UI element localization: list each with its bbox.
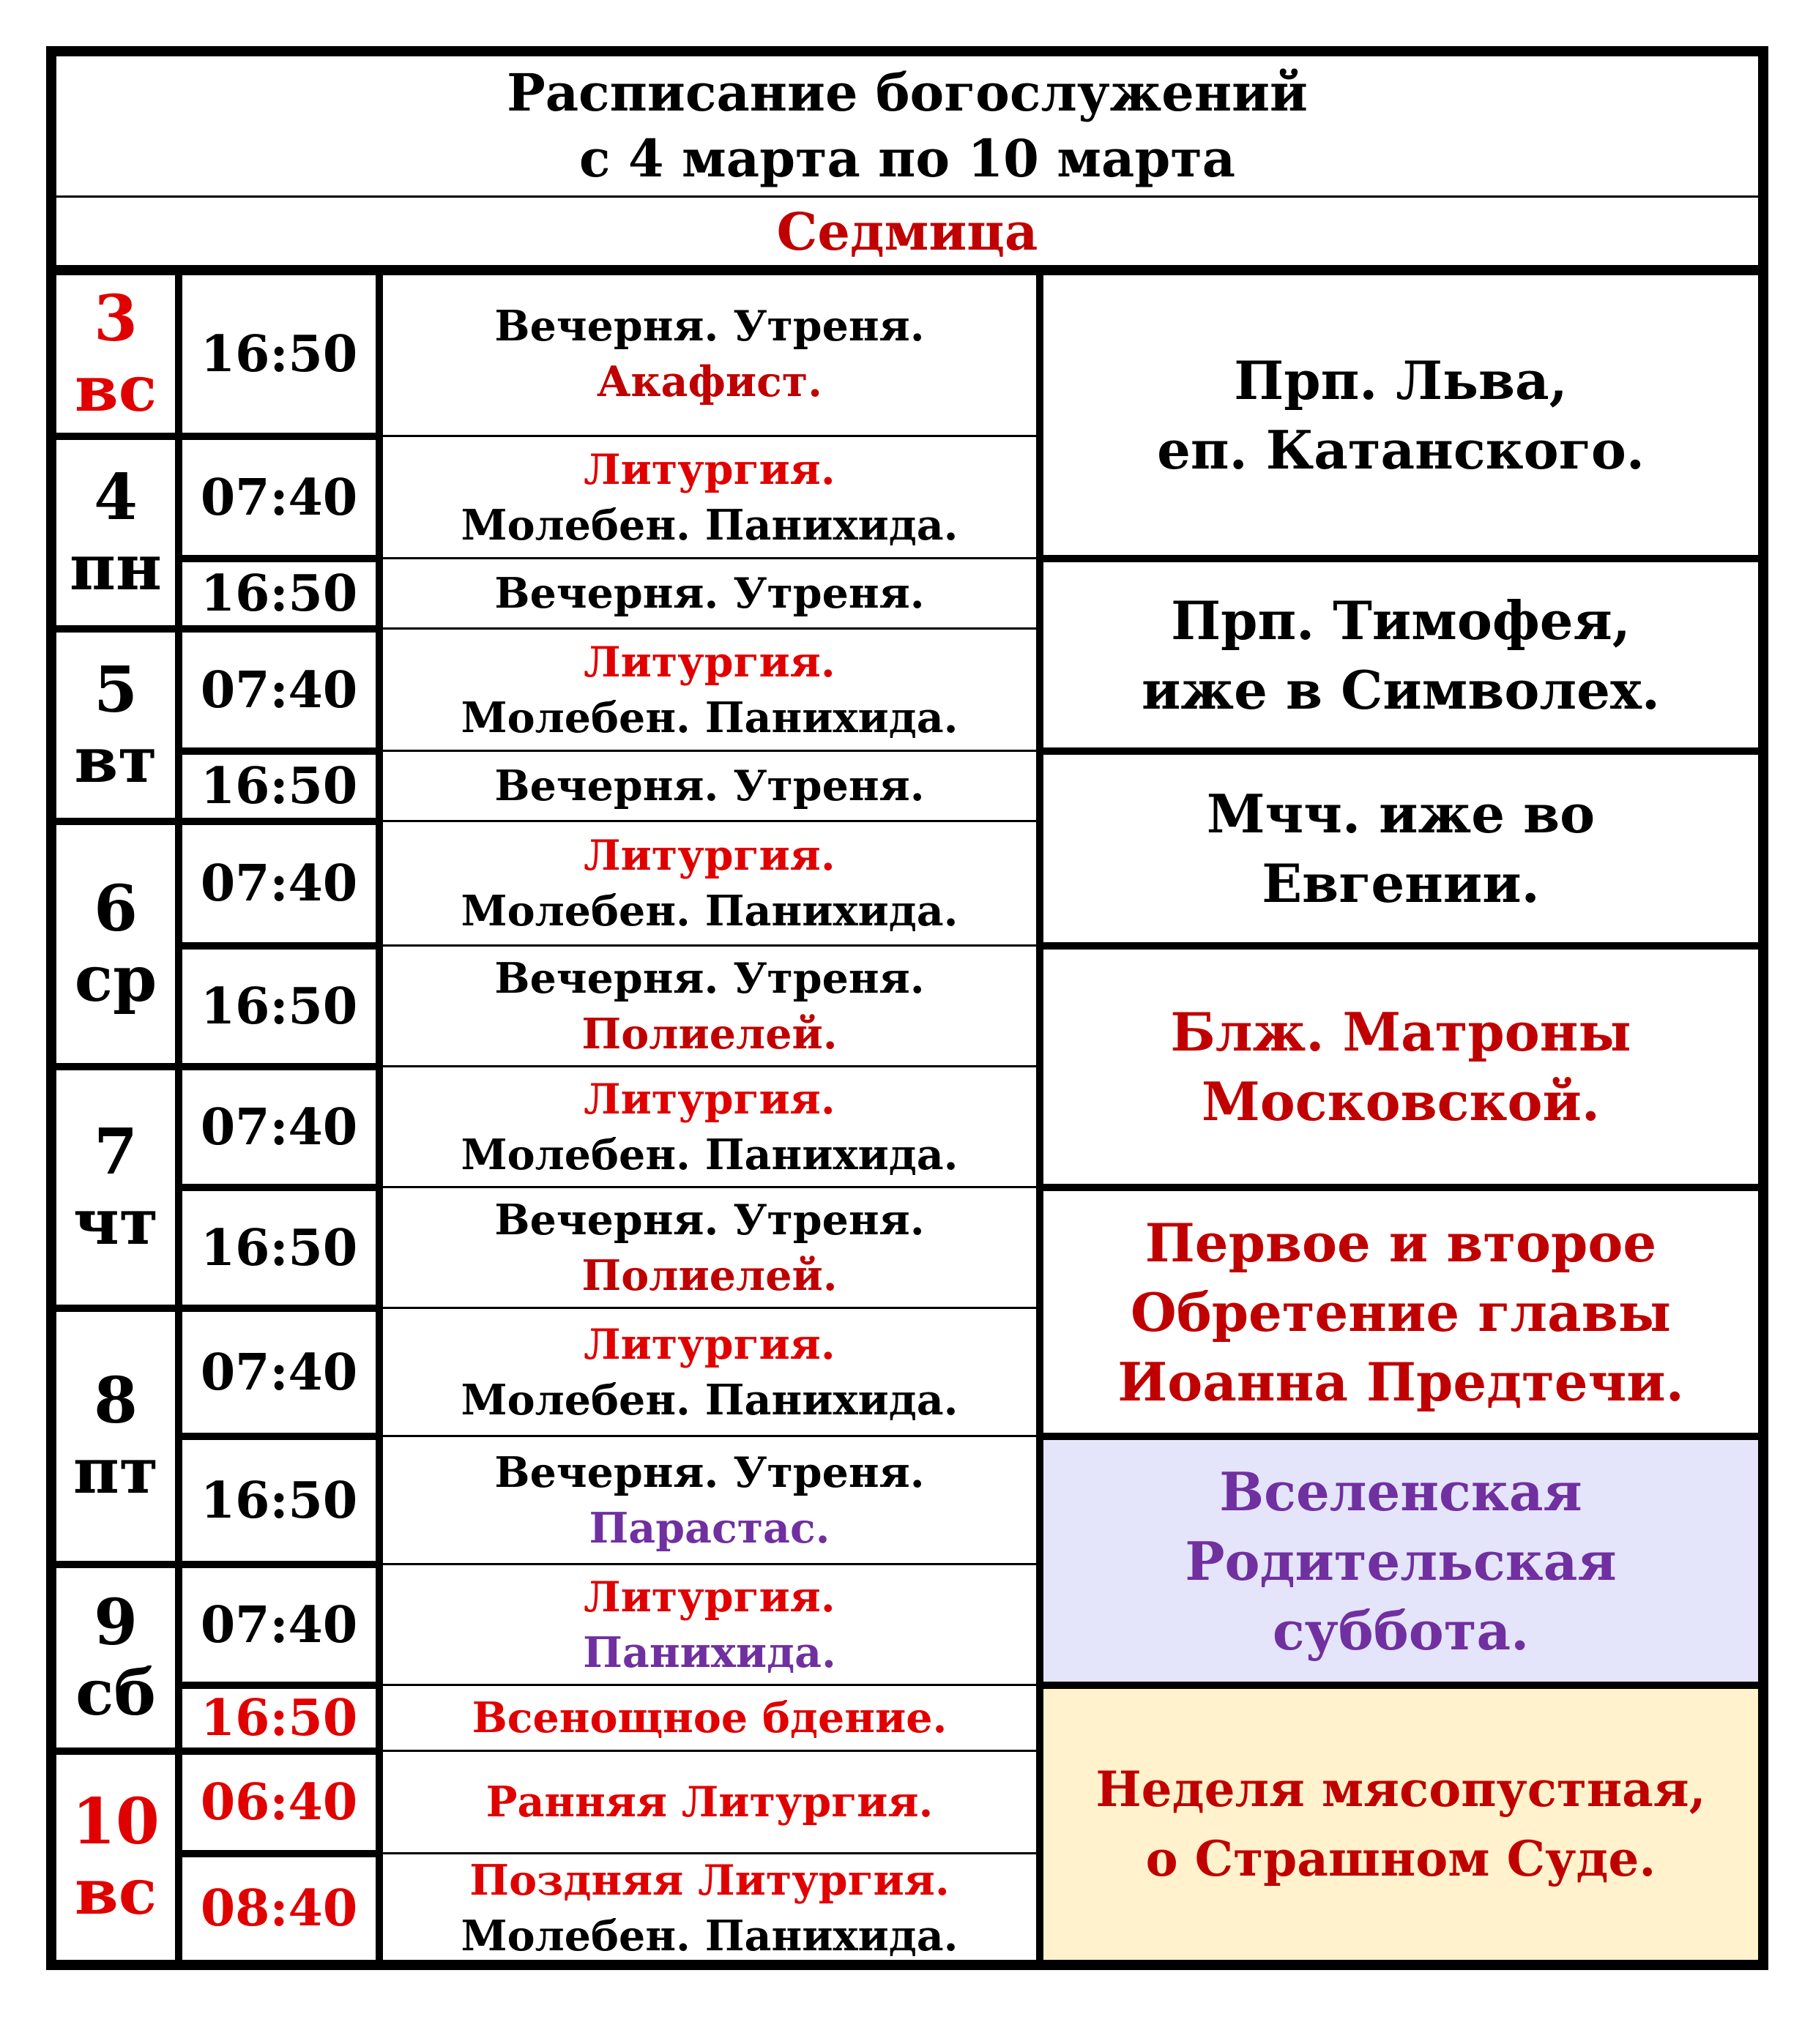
day-name: сб [75, 1655, 156, 1730]
divider [182, 1850, 376, 1857]
day-cell [56, 1755, 175, 1960]
day-number: 9 [94, 1585, 138, 1660]
divider [383, 1684, 1036, 1686]
divider [383, 1186, 1036, 1188]
day-cell [56, 1312, 175, 1561]
divider [182, 625, 376, 633]
service-line: Полиелей. [581, 1009, 838, 1059]
divider [182, 1682, 376, 1689]
day-name: вс [74, 1855, 157, 1929]
divider [1043, 747, 1758, 755]
service-line: Панихида. [583, 1627, 836, 1677]
page-title [56, 56, 1758, 195]
feast-line: Вселенская [1219, 1460, 1582, 1523]
service-line: Литургия. [584, 444, 835, 494]
divider [383, 557, 1036, 559]
service-line: Вечерня. Утреня. [494, 953, 925, 1003]
service-line: Литургия. [584, 1572, 835, 1622]
feast-line: Родительская [1185, 1529, 1617, 1592]
feast-line: суббота. [1272, 1599, 1530, 1662]
day-name: вс [74, 351, 157, 426]
title-line-2: с 4 марта по 10 марта [578, 128, 1236, 189]
divider [182, 1063, 376, 1070]
divider [383, 750, 1036, 752]
divider [182, 1433, 376, 1440]
service-line: Вечерня. Утреня. [494, 1195, 925, 1245]
service-cell [383, 440, 1036, 555]
divider [182, 818, 376, 825]
service-line: Полиелей. [581, 1250, 838, 1300]
feast-line: иже в Символех. [1142, 658, 1660, 721]
divider [182, 1748, 376, 1755]
service-cell [383, 1568, 1036, 1682]
divider [182, 747, 376, 755]
service-time: 08:40 [200, 1879, 358, 1938]
day-cell [56, 1070, 175, 1305]
feast-line: Московской. [1202, 1070, 1600, 1133]
divider [1043, 942, 1758, 950]
divider [182, 1561, 376, 1568]
day-name: пн [70, 530, 162, 605]
day-number: 7 [94, 1115, 138, 1189]
divider [383, 1065, 1036, 1067]
service-cell [383, 825, 1036, 942]
divider [383, 1563, 1036, 1565]
divider [56, 1748, 175, 1755]
service-line: Всенощное бдение. [472, 1693, 948, 1742]
service-cell [383, 1312, 1036, 1433]
service-time: 07:40 [200, 1343, 358, 1402]
divider [56, 195, 1758, 198]
day-cell [56, 1568, 175, 1748]
service-line: Вечерня. Утреня. [494, 569, 925, 618]
service-line: Литургия. [584, 831, 835, 880]
divider [1043, 1184, 1758, 1191]
feast-cell [1043, 950, 1758, 1184]
week-subtitle: Седмица [776, 201, 1038, 262]
service-line: Вечерня. Утреня. [494, 761, 925, 810]
service-line: Молебен. Панихида. [461, 1911, 958, 1961]
service-cell [383, 755, 1036, 818]
divider [182, 433, 376, 440]
service-line: Литургия. [584, 1074, 835, 1124]
day-name: ср [74, 941, 157, 1016]
service-line: Молебен. Панихида. [461, 887, 958, 936]
divider [182, 942, 376, 950]
service-line: Парастас. [589, 1503, 830, 1553]
divider [1043, 1682, 1758, 1689]
service-time: 06:40 [200, 1773, 358, 1832]
divider [56, 1063, 175, 1070]
service-cell [383, 1070, 1036, 1184]
service-time: 16:50 [200, 1218, 358, 1278]
day-cell [56, 275, 175, 433]
feast-cell [1043, 755, 1758, 942]
feast-cell [1043, 1689, 1758, 1960]
divider [383, 435, 1036, 437]
day-number: 8 [94, 1364, 138, 1438]
service-cell [383, 1191, 1036, 1305]
divider [56, 265, 1758, 275]
divider [376, 275, 383, 1960]
feast-line: Обретение главы [1130, 1280, 1672, 1343]
service-line: Литургия. [584, 1319, 835, 1369]
service-cell [383, 950, 1036, 1063]
feast-cell [1043, 1191, 1758, 1433]
service-line: Вечерня. Утреня. [494, 301, 925, 351]
divider [56, 1305, 175, 1312]
service-line: Вечерня. Утреня. [494, 1447, 925, 1497]
day-name: вт [74, 723, 157, 797]
feast-line: еп. Катанского. [1157, 419, 1645, 481]
service-time: 16:50 [200, 324, 358, 384]
divider [383, 820, 1036, 822]
service-line: Молебен. Панихида. [461, 500, 958, 550]
service-line: Поздняя Литургия. [469, 1856, 950, 1905]
day-number: 6 [94, 871, 138, 946]
service-line: Литургия. [584, 637, 835, 687]
service-time: 07:40 [200, 1595, 358, 1655]
feast-line: Евгении. [1262, 852, 1540, 914]
service-cell [383, 1857, 1036, 1960]
service-time: 07:40 [200, 468, 358, 527]
day-number: 4 [94, 460, 138, 534]
service-line: Акафист. [596, 357, 823, 406]
divider [1043, 555, 1758, 562]
service-time: 16:50 [200, 1689, 358, 1748]
divider [56, 1561, 175, 1568]
divider [383, 627, 1036, 630]
divider [182, 1305, 376, 1312]
divider [1043, 1433, 1758, 1440]
divider [182, 555, 376, 562]
day-number: 5 [94, 652, 138, 727]
day-name: пт [72, 1434, 159, 1508]
feast-line: Первое и второе [1144, 1211, 1657, 1274]
service-line: Молебен. Панихида. [461, 693, 958, 742]
day-cell [56, 633, 175, 818]
divider [56, 818, 175, 825]
feast-line: Блж. Матроны [1170, 1001, 1631, 1063]
feast-cell [1043, 275, 1758, 555]
service-time: 07:40 [200, 1097, 358, 1157]
service-time: 16:50 [200, 977, 358, 1036]
day-name: чт [72, 1185, 159, 1259]
day-cell [56, 440, 175, 625]
feast-line: о Страшном Суде. [1145, 1830, 1656, 1887]
service-cell [383, 633, 1036, 747]
day-number: 10 [72, 1785, 160, 1859]
service-cell [383, 1755, 1036, 1850]
divider [1036, 275, 1043, 1960]
service-time: 07:40 [200, 660, 358, 720]
service-cell [383, 1689, 1036, 1748]
feast-line: Мчч. иже во [1206, 783, 1596, 845]
day-number: 3 [94, 281, 138, 356]
feast-cell [1043, 1440, 1758, 1682]
service-cell [383, 1440, 1036, 1561]
service-time: 16:50 [200, 1471, 358, 1530]
service-time: 16:50 [200, 564, 358, 623]
divider [56, 625, 175, 633]
service-line: Ранняя Литургия. [485, 1778, 934, 1827]
service-line: Молебен. Панихида. [461, 1375, 958, 1425]
service-line: Молебен. Панихида. [461, 1130, 958, 1179]
service-time: 16:50 [200, 757, 358, 816]
feast-line: Прп. Тимофея, [1171, 589, 1631, 652]
divider [383, 1307, 1036, 1309]
title-line-1: Расписание богослужений [507, 62, 1308, 123]
divider [182, 1184, 376, 1191]
divider [383, 1435, 1036, 1437]
service-cell [383, 275, 1036, 433]
divider [383, 944, 1036, 947]
divider [175, 275, 182, 1960]
feast-cell [1043, 562, 1758, 747]
feast-line: Иоанна Предтечи. [1117, 1350, 1684, 1413]
divider [383, 1852, 1036, 1854]
service-time: 07:40 [200, 854, 358, 913]
day-cell [56, 825, 175, 1063]
divider [383, 1750, 1036, 1752]
feast-line: Неделя мясопустная, [1095, 1761, 1706, 1818]
service-cell [383, 562, 1036, 625]
feast-line: Прп. Льва, [1234, 349, 1568, 411]
divider [56, 433, 175, 440]
